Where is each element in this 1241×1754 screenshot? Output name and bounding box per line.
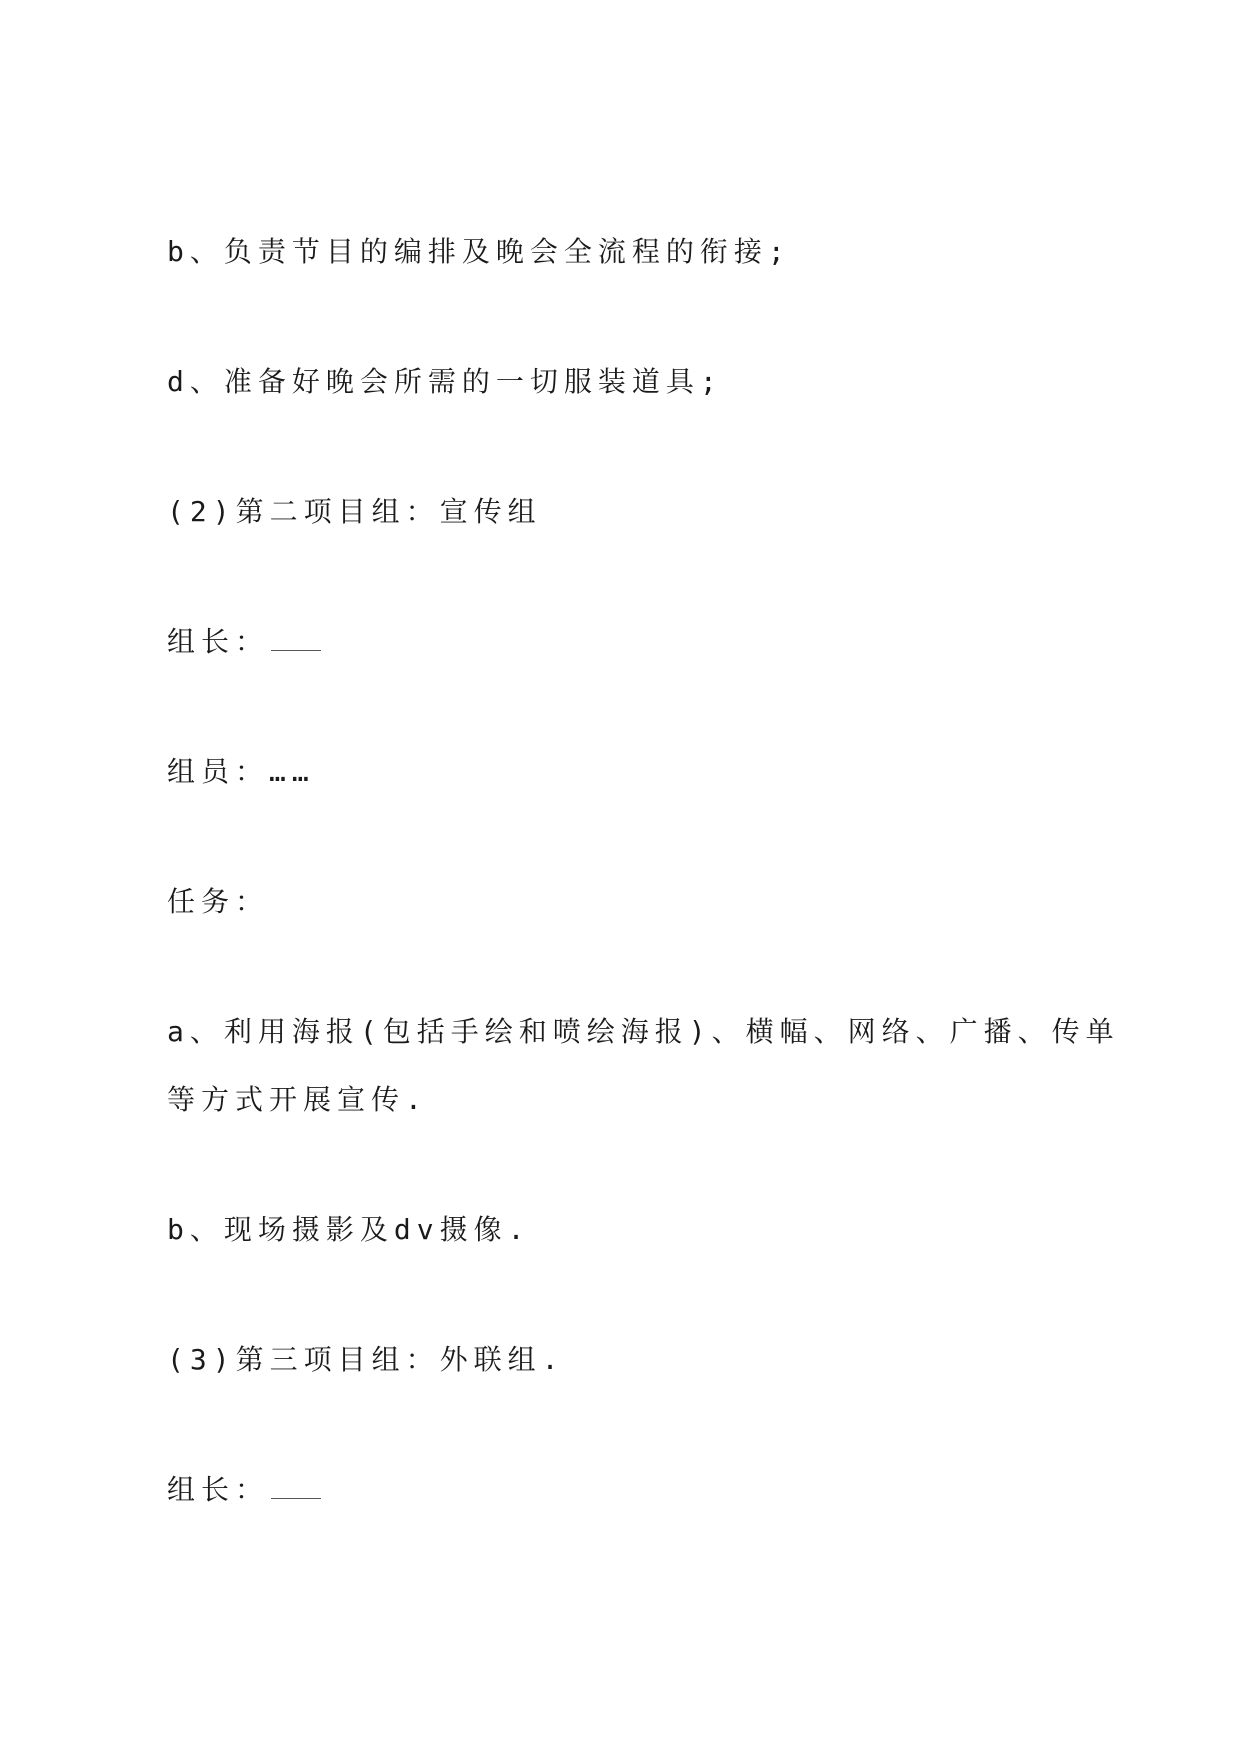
leader-blank [271,1476,321,1499]
group-members-line: 组员：…… [167,755,315,788]
task-line-a-publicity-cont: 等方式开展宣传. [167,1083,428,1116]
tasks-label: 任务： [167,885,270,918]
group-leader-line-1 [167,625,321,659]
section-heading-liaison-group: (3)第三项目组：外联组. [167,1343,565,1376]
leader-blank [271,628,321,651]
section-heading-publicity-group: (2)第二项目组：宣传组 [167,495,542,528]
group-leader-label: 组长： [167,1473,270,1506]
task-line-b-program: b、负责节目的编排及晚会全流程的衔接; [167,235,791,268]
task-line-d-costume: d、准备好晚会所需的一切服装道具; [167,365,723,398]
task-line-a-publicity: a、利用海报(包括手绘和喷绘海报)、横幅、网络、广播、传单 [167,1015,1120,1048]
group-leader-line-2 [167,1473,321,1507]
task-line-b-photography: b、现场摄影及dv摄像. [167,1213,531,1246]
group-leader-label: 组长： [167,625,270,658]
